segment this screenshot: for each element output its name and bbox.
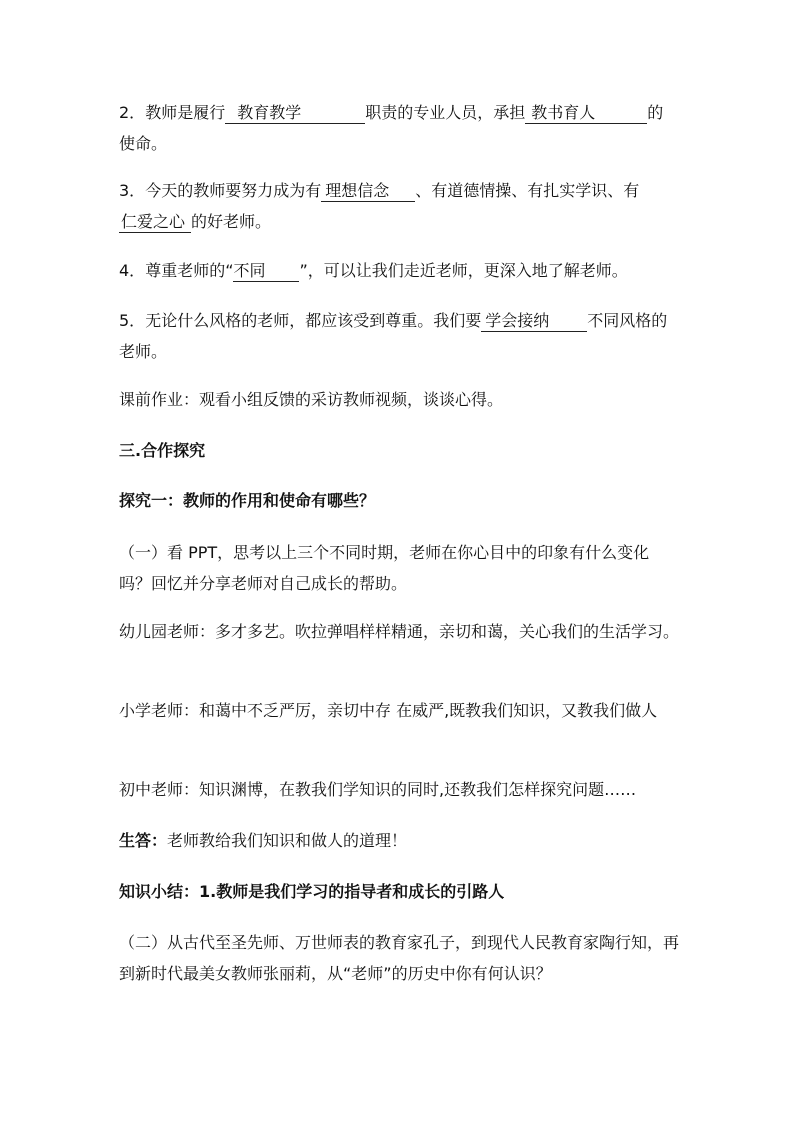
item-5-text-2: 不同风格的老师。 [119, 311, 668, 361]
question-2: （二）从古代至圣先师、万世师表的教育家孔子，到现代人民教育家陶行知，再到新时代最美女教师张丽莉，从“老师”的历史中你有何认识？ [119, 933, 680, 983]
item-3-text-2: 、有道德情操、有扎实学识、有 [415, 181, 640, 200]
item-2-text-3: 的使命。 [119, 103, 664, 153]
item-4-text-2: ”，可以让我们走近老师，更深入地了解老师。 [299, 261, 628, 280]
homework: 课前作业：观看小组反馈的采访教师视频，谈谈心得。 [119, 390, 504, 409]
knowledge-summary [119, 876, 679, 907]
summary-text: 1.教师是我们学习的指导者和成长的引路人 [199, 882, 505, 901]
primary-teacher: 小学老师：和蔼中不乏严厉，亲切中存 在威严,既教我们知识，又教我们做人 [119, 701, 658, 720]
summary-label: 知识小结： [119, 882, 200, 901]
item-4 [119, 255, 679, 286]
item-2-answer-2: 教书育人 [525, 103, 647, 124]
section-3-heading: 三.合作探究 [119, 441, 206, 460]
item-5-text-1: 无论什么风格的老师，都应该受到尊重。我们要 [145, 311, 482, 330]
item-2-answer-1: 教育教学 [225, 103, 365, 124]
kindergarten-teacher: 幼儿园老师：多才多艺。吹拉弹唱样样精通，亲切和蔼，关心我们的生活学习。 [119, 622, 680, 641]
question-1: （一）看 PPT，思考以上三个不同时期，老师在你心目中的印象有什么变化吗？回忆并分享老师对自己成长的帮助。 [119, 543, 650, 593]
student-answer [119, 825, 679, 856]
item-3-text-3: 的好老师。 [191, 212, 272, 231]
item-3-answer-2: 仁爱之心 [119, 212, 191, 233]
item-2-text-1: 教师是履行 [145, 103, 226, 122]
item-4-answer-1: 不同 [233, 261, 299, 282]
item-3-number: 3． [119, 181, 146, 200]
item-3-answer-1: 理想信念 [321, 181, 415, 202]
answer-text: 老师教给我们知识和做人的道理！ [167, 831, 408, 850]
item-2-text-2: 职责的专业人员，承担 [365, 103, 526, 122]
explore-1-heading: 探究一：教师的作用和使命有哪些？ [119, 491, 376, 510]
item-3-text-1: 今天的教师要努力成为有 [145, 181, 322, 200]
item-2-number: 2． [119, 103, 146, 122]
answer-label: 生答： [119, 831, 168, 850]
item-5 [119, 305, 679, 367]
item-2 [119, 97, 679, 159]
junior-teacher: 初中老师：知识渊博，在教我们学知识的同时,还教我们怎样探究问题…… [119, 780, 637, 799]
item-4-number: 4． [119, 261, 146, 280]
item-5-number: 5． [119, 311, 146, 330]
item-5-answer-1: 学会接纳 [481, 311, 587, 332]
item-4-text-1: 尊重老师的“ [145, 261, 234, 280]
item-3 [119, 175, 679, 237]
